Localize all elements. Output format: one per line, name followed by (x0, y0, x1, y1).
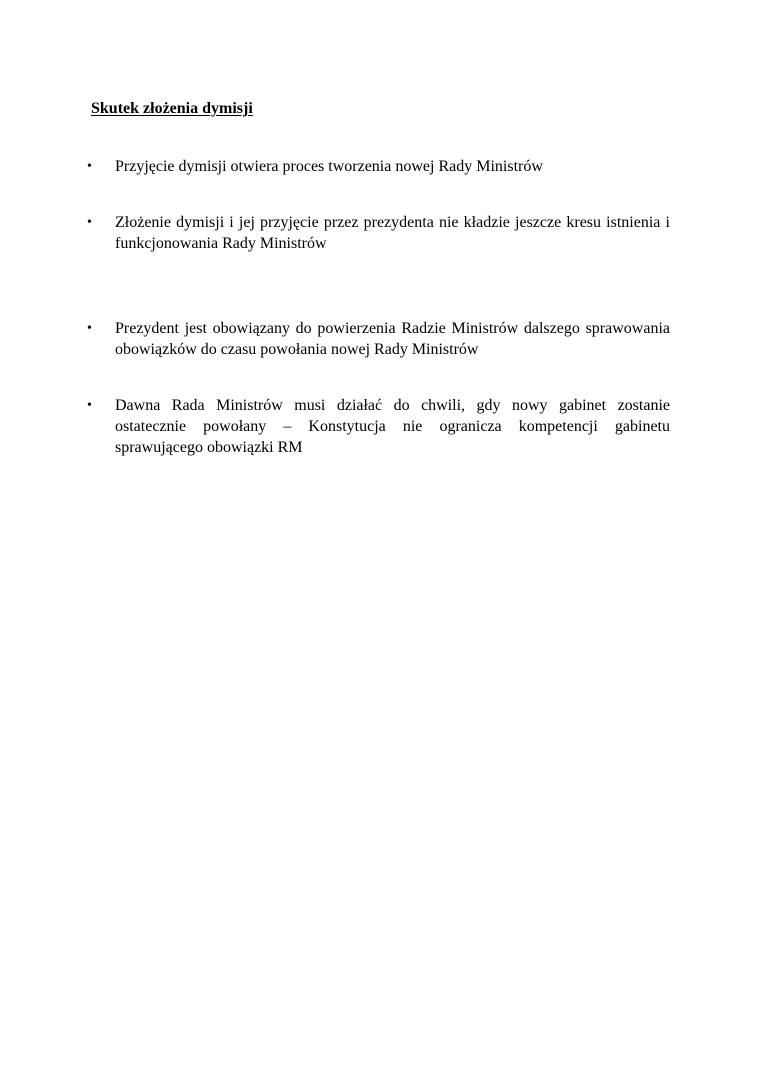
bullet-icon: • (87, 398, 92, 413)
list-item-text: Złożenie dymisji i jej przyjęcie przez prezydenta nie kładzie jeszcze kresu istnienia i funkcjonowania Rady Ministrów (115, 214, 670, 252)
bullet-icon: • (87, 159, 92, 174)
list-item-text: Prezydent jest obowiązany do powierzenia Radzie Ministrów dalszego sprawowania obowiązków do czasu powołania nowej Rady Ministrów (115, 320, 670, 358)
list-item-text: Przyjęcie dymisji otwiera proces tworzenia nowej Rady Ministrów (115, 158, 543, 175)
bullet-icon: • (87, 321, 92, 336)
bullet-icon: • (87, 215, 92, 230)
document-heading: Skutek złożenia dymisji (91, 100, 253, 117)
list-item-text: Dawna Rada Ministrów musi działać do chwili, gdy nowy gabinet zostanie ostatecznie powołany – Konstytucja nie ogranicza kompetencji gabinetu sprawującego obowiązki RM (115, 397, 670, 456)
